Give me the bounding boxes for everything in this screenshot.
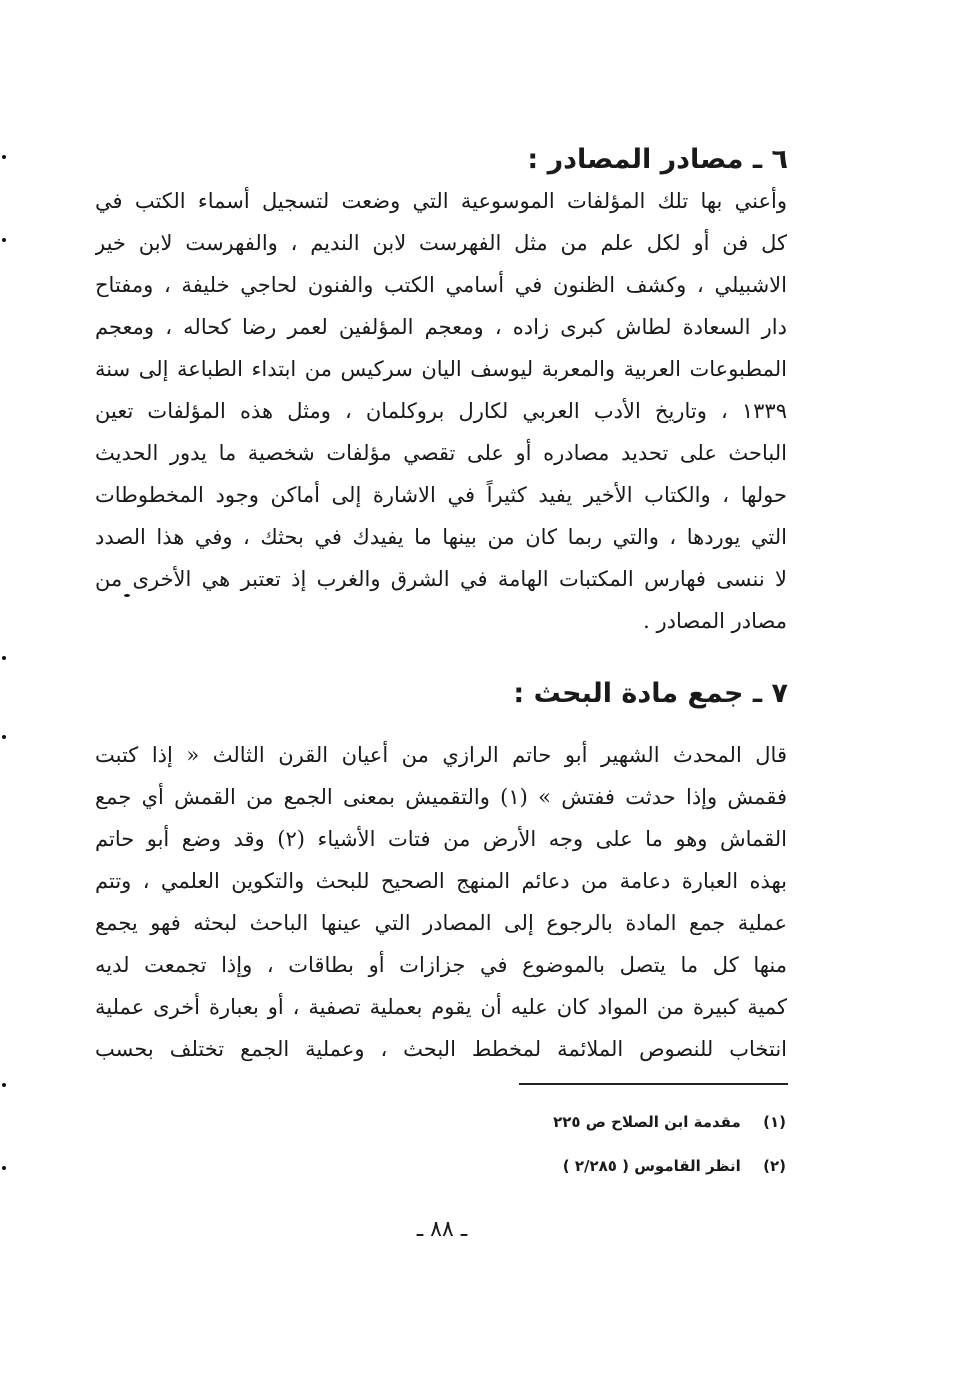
paragraph-line: قال المحدث الشهير أبو حاتم الرازي من أعيان القرن الثالث « إذا كتبت xyxy=(95,743,787,767)
footnote-number: (١) xyxy=(763,1113,786,1131)
scan-speck xyxy=(124,594,130,597)
scan-speck xyxy=(2,155,6,159)
footnote xyxy=(563,1154,786,1178)
section-6-heading: ٦ ـ مصادر المصادر : xyxy=(527,144,788,175)
scan-speck xyxy=(2,735,6,739)
paragraph-line: عملية جمع المادة بالرجوع إلى المصادر التي عينها الباحث لبحثه فهو يجمع xyxy=(95,911,787,935)
section-7-heading: ٧ ـ جمع مادة البحث : xyxy=(513,678,788,709)
paragraph-line: لا ننسى فهارس المكتبات الهامة في الشرق والغرب إذ تعتبر هي الأخرى من xyxy=(95,567,787,591)
paragraph-line: مصادر المصادر . xyxy=(643,609,787,633)
paragraph-line: دار السعادة لطاش كبرى زاده ، ومعجم المؤلفين لعمر رضا كحاله ، ومعجم xyxy=(95,315,787,339)
paragraph-line: وأعني بها تلك المؤلفات الموسوعية التي وضعت لتسجيل أسماء الكتب في xyxy=(95,189,787,213)
footnote-number: (٢) xyxy=(763,1157,786,1175)
paragraph-line: انتخاب للنصوص الملائمة لمخطط البحث ، وعملية الجمع تختلف بحسب xyxy=(95,1037,787,1061)
paragraph-line: حولها ، والكتاب الأخير يفيد كثيراً في الاشارة إلى أماكن وجود المخطوطات xyxy=(95,483,787,507)
scan-speck xyxy=(2,1083,6,1087)
footnote xyxy=(553,1110,786,1134)
scan-speck xyxy=(2,1166,6,1170)
paragraph-line: الاشبيلي ، وكشف الظنون في أسامي الكتب والفنون لحاجي خليفة ، ومفتاح xyxy=(95,273,787,297)
paragraph-line: القماش وهو ما على وجه الأرض من فتات الأشياء (٢) وقد وضع أبو حاتم xyxy=(95,827,787,851)
paragraph-line: فقمش وإذا حدثت ففتش » (١) والتقميش بمعنى الجمع من القمش أي جمع xyxy=(95,785,787,809)
paragraph-line: منها كل ما يتصل بالموضوع في جزازات أو بطاقات ، وإذا تجمعت لديه xyxy=(95,953,787,977)
paragraph-line: الباحث على تحديد مصادره أو على تقصي مؤلفات شخصية ما يدور الحديث xyxy=(95,441,787,465)
footnote-text: انظر القاموس ( ٢/٢٨٥ ) xyxy=(562,1157,741,1175)
paragraph-line: كمية كبيرة من المواد كان عليه أن يقوم بعملية تصفية ، أو بعبارة أخرى عملية xyxy=(95,995,787,1019)
section-6-paragraph xyxy=(95,180,787,642)
section-7-paragraph xyxy=(95,734,787,1070)
paragraph-line: التي يوردها ، والتي ربما كان من بينها ما يفيدك في بحثك ، وفي هذا الصدد xyxy=(95,525,787,549)
paragraph-line: بهذه العبارة دعامة من دعائم المنهج الصحيح للبحث والتكوين العلمي ، وتتم xyxy=(95,869,787,893)
footnote-text: مقدمة ابن الصلاح ص ٢٢٥ xyxy=(553,1113,741,1131)
paragraph-line: ١٣٣٩ ، وتاريخ الأدب العربي لكارل بروكلمان ، ومثل هذه المؤلفات تعين xyxy=(95,399,787,423)
scan-speck xyxy=(2,238,6,242)
scan-speck xyxy=(2,656,6,660)
page-number: ـ ٨٨ ـ xyxy=(416,1217,468,1242)
paragraph-line: كل فن أو لكل علم من مثل الفهرست لابن النديم ، والفهرست لابن خير xyxy=(95,231,787,255)
paragraph-line: المطبوعات العربية والمعربة ليوسف اليان سركيس من ابتداء الطباعة إلى سنة xyxy=(95,357,787,381)
footnote-divider xyxy=(519,1083,788,1085)
